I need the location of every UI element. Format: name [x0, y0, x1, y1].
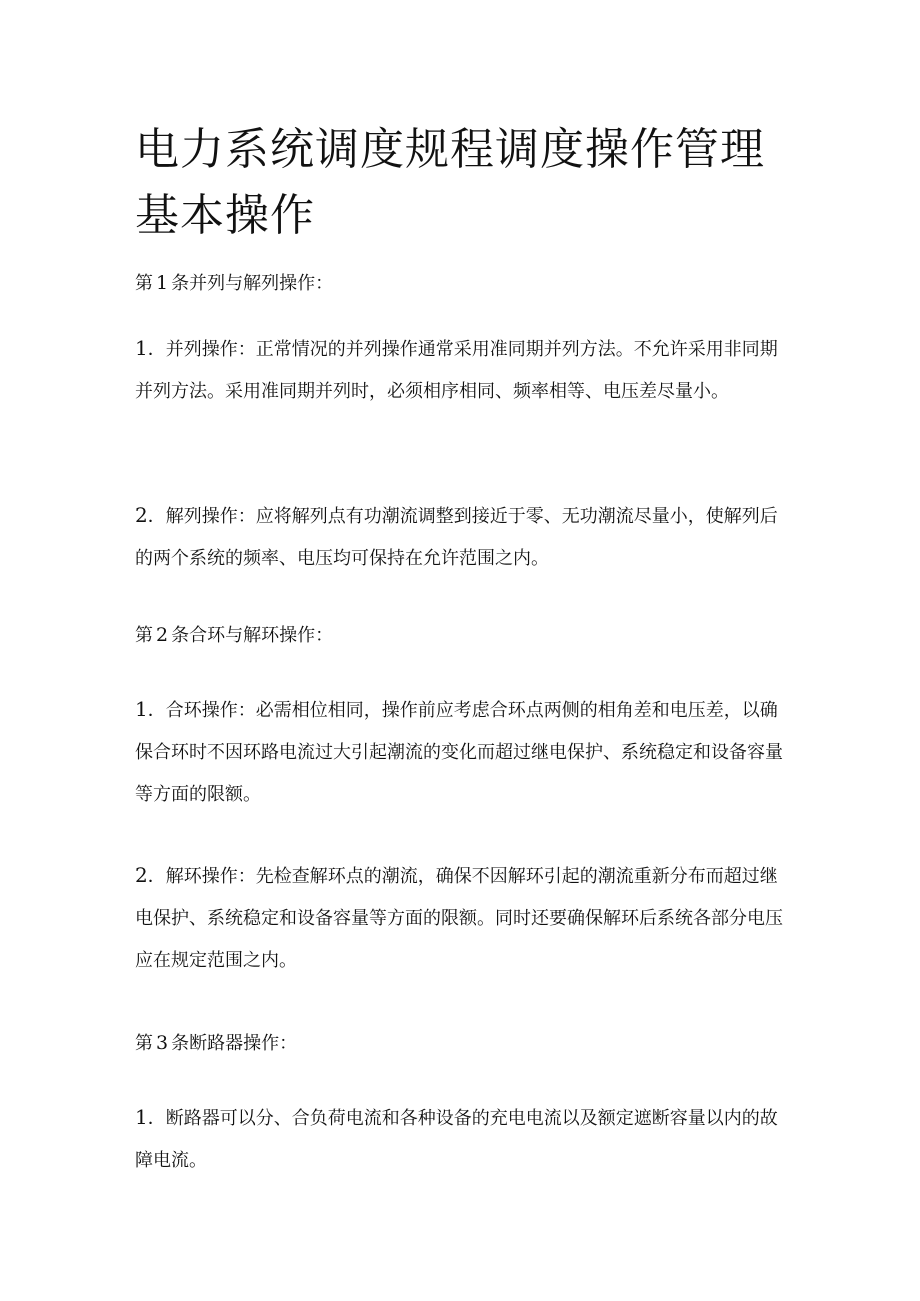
paragraph	[135, 854, 785, 982]
section-heading-number: 3	[156, 1032, 169, 1054]
section-heading-text: 条断路器操作：	[171, 1033, 298, 1054]
section-heading	[135, 1022, 785, 1065]
section-heading-number: 2	[156, 624, 169, 646]
item-text: ．解列操作：应将解列点有功潮流调整到接近于零、无功潮流尽量小，使解列后的两个系统的频率、电压均可保持在允许范围之内。	[135, 506, 778, 569]
item-number: 1	[135, 1105, 148, 1129]
item-text: ．断路器可以分、合负荷电流和各种设备的充电电流以及额定遮断容量以内的故障电流。	[135, 1108, 778, 1171]
item-text: ．并列操作：正常情况的并列操作通常采用准同期并列方法。不允许采用非同期并列方法。采用准同期并列时，必须相序相同、频率相等、电压差尽量小。	[135, 339, 778, 402]
paragraph	[135, 494, 785, 580]
item-text: ．合环操作：必需相位相同，操作前应考虑合环点两侧的相角差和电压差，以确保合环时不因环路电流过大引起潮流的变化而超过继电保护、系统稳定和设备容量等方面的限额。	[135, 700, 783, 805]
section-heading-text: 条合环与解环操作：	[171, 625, 334, 646]
item-number: 2	[135, 503, 148, 527]
item-number: 2	[135, 863, 148, 887]
paragraph	[135, 327, 785, 413]
item-number: 1	[135, 336, 148, 360]
paragraph	[135, 688, 785, 816]
section-heading-number: 1	[156, 272, 169, 294]
document-title: 电力系统调度规程调度操作管理基本操作	[135, 124, 765, 241]
section-heading	[135, 262, 785, 305]
section-heading-prefix: 第	[135, 625, 153, 646]
section-heading-prefix: 第	[135, 1033, 153, 1054]
section-heading-text: 条并列与解列操作：	[171, 273, 334, 294]
section-heading-prefix: 第	[135, 273, 153, 294]
section-heading	[135, 614, 785, 657]
item-text: ．解环操作：先检查解环点的潮流，确保不因解环引起的潮流重新分布而超过继电保护、系统稳定和设备容量等方面的限额。同时还要确保解环后系统各部分电压应在规定范围之内。	[135, 866, 783, 971]
paragraph	[135, 1096, 785, 1182]
item-number: 1	[135, 697, 148, 721]
